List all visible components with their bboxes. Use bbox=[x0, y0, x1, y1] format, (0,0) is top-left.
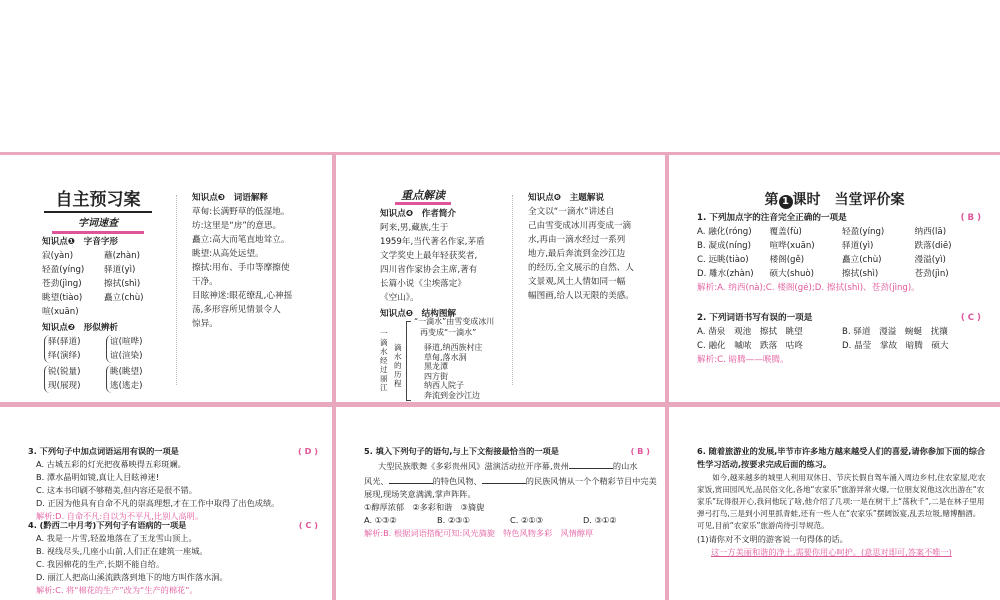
text-line: 长篇小说《尘埃落定》 bbox=[380, 279, 466, 289]
explanation: 解析:A. 纳西(nà);C. 楼阁(gé);D. 擦拭(shì)、苍劲(jìng)。 bbox=[697, 283, 920, 293]
option: B. 驿道 漫溢 蜿蜒 扰攘 bbox=[842, 327, 948, 337]
option: 擦拭(shì) bbox=[842, 269, 879, 279]
text-line: 地方,最后奔流到金沙江边 bbox=[528, 249, 626, 259]
option: 跌落(diē) bbox=[914, 241, 952, 251]
page-title: 自主预习案 bbox=[44, 189, 152, 213]
option: 纳西(lā) bbox=[914, 227, 947, 237]
diagram-left-label: 一滴水经过丽江 bbox=[380, 329, 388, 392]
passage: 如今,越来越多的城里人利用双休日、节庆长假自驾车涌入周边乡村,住农家屋,吃农家饭,赏田园风光,品民俗文化,各地“农家乐”旅游异常火爆,一位朋友说他这次出游在“农家乐”玩得很开心,我问他玩了啥,他介绍了几项:一是在树干上“荡秋千”,二是在林子里用弹弓打鸟,三是到小河里抓青蛙,还有一些人在“农家乐”摆阔饭宴,乱丢垃圾,赌博酗酒。可见,目前“农家乐”旅游尚待引导规范。 bbox=[697, 473, 986, 530]
option: A. 融化(róng) bbox=[697, 227, 752, 237]
question-text: 1. 下列加点字的注音完全正确的一项是 bbox=[697, 213, 847, 223]
text-line: 《空山》。 bbox=[380, 293, 419, 303]
question-text: 5. 填入下列句子的语句,与上下文衔接最恰当的一项是 bbox=[364, 446, 559, 456]
sound-list-left bbox=[42, 249, 84, 305]
diagram-item: 奔流到金沙江边 bbox=[424, 390, 480, 400]
explanation-line: 坊:这里是“房”的意思。 bbox=[192, 221, 282, 231]
diagram-item: 黑龙潭 bbox=[424, 362, 448, 372]
explanation: 解析:C. 暗腾——喉腾。 bbox=[697, 355, 789, 365]
option: D. ③①② bbox=[583, 515, 617, 525]
panel-question-5 bbox=[336, 407, 665, 600]
option: C. 这本书印刷不够精美,但内容还是很不错。 bbox=[36, 485, 197, 495]
answer-line: 这一方美丽和谐的净土,需要你用心呵护。(意思对即可,答案不唯一) bbox=[711, 547, 952, 557]
option: C. 融化 嘁哝 跌落 咕咚 bbox=[697, 341, 803, 351]
option: 苍劲(jìn) bbox=[914, 269, 949, 279]
option: 矗立(chù) bbox=[842, 255, 882, 265]
passage-line bbox=[364, 458, 656, 473]
diagram-item: 四方街 bbox=[424, 371, 448, 381]
knowledge-point-2: 知识点❷ 形似辨析 bbox=[42, 323, 119, 333]
options-row bbox=[697, 225, 987, 239]
panel-key-reading bbox=[336, 155, 665, 402]
pair-item: 逃(逃走) bbox=[110, 381, 143, 391]
text-line: 己由雪变成冰川再变成一滴 bbox=[528, 221, 632, 231]
knowledge-point-6: 知识点❻ 主题解说 bbox=[528, 193, 605, 203]
option: A. 古城五彩的灯光把夜幕映得五彩斑斓。 bbox=[36, 459, 186, 469]
theme-explanation bbox=[528, 205, 658, 303]
explanation-line: 草甸:长满野草的低湿地。 bbox=[192, 207, 290, 217]
pair-group-1 bbox=[42, 335, 81, 363]
author-intro bbox=[380, 221, 520, 305]
sound-list-right bbox=[104, 249, 144, 305]
list-item: 矗立(chù) bbox=[104, 293, 144, 303]
knowledge-point-5: 知识点❺ 结构图解 bbox=[380, 309, 457, 319]
pair-item: 谊(渲染) bbox=[110, 351, 143, 361]
diagram-bracket bbox=[406, 321, 411, 401]
options-row bbox=[364, 514, 656, 527]
option: 漫溢(yì) bbox=[914, 255, 946, 265]
option: 轻盈(yíng) bbox=[842, 227, 885, 237]
panel-questions-3-4 bbox=[0, 407, 332, 600]
question-text: 4. (黔西二中月考)下列句子有语病的一项是 bbox=[28, 520, 187, 530]
text: 的民族风情从一个个精彩节目中完美 bbox=[525, 476, 657, 486]
pair-item: 锐(锐量) bbox=[48, 367, 81, 377]
explanation: 解析:C. 将“棉花的生产”改为“生产的棉花”。 bbox=[36, 585, 198, 595]
list-item: 蘸(zhàn) bbox=[104, 251, 140, 261]
option: D. 丽江人把高山溪流跌落到地下的地方叫作落水洞。 bbox=[36, 572, 228, 582]
text-line: 阿来,男,藏族,生于 bbox=[380, 223, 449, 233]
option: 覆盖(fù) bbox=[769, 227, 802, 237]
list-item: 苍劲(jìng) bbox=[42, 279, 82, 289]
option: B. 凝成(níng) bbox=[697, 241, 751, 251]
text: 风光、 bbox=[364, 476, 389, 486]
text-line: 幅图画,给人以无限的美感。 bbox=[528, 291, 634, 301]
title-prefix: 第 bbox=[764, 192, 779, 208]
answer: ( C ) bbox=[960, 313, 981, 323]
knowledge-point-1: 知识点❶ 字音字形 bbox=[42, 237, 119, 247]
text-line: 水,再由一滴水经过一系列 bbox=[528, 235, 626, 245]
option: 驿道(yì) bbox=[842, 241, 874, 251]
passage-line bbox=[364, 473, 656, 488]
option: 喧哗(xuān) bbox=[769, 241, 815, 251]
pair-item: 现(展现) bbox=[48, 381, 81, 391]
question-text: 2. 下列词语书写有误的一项是 bbox=[697, 313, 813, 323]
answer: ( D ) bbox=[298, 446, 318, 456]
knowledge-point-3: 知识点❸ 词语解释 bbox=[192, 193, 269, 203]
explanation-line: 干净。 bbox=[192, 277, 218, 287]
answer: ( B ) bbox=[630, 446, 650, 456]
question-6 bbox=[697, 445, 987, 559]
diagram-item: 草甸,落水洞 bbox=[424, 352, 467, 362]
option: B. 潭水晶明如镜,真让人目眩神迷! bbox=[36, 472, 160, 482]
explanation: 解析:B. 根据词语搭配可知:风光旖旎 特色风物多彩 风情醇厚 bbox=[364, 528, 594, 538]
section-banner: 字词速查 bbox=[52, 217, 144, 234]
brace bbox=[106, 365, 143, 393]
column-divider bbox=[512, 195, 514, 385]
options-row bbox=[697, 239, 987, 253]
word-explanations bbox=[192, 205, 322, 331]
options-row bbox=[697, 325, 987, 339]
question-text: 6. 随着旅游业的发展,毕节市许多地方越来越受人们的喜爱,请你参加下面的综合性学习活动,按要求完成后面的练习。 bbox=[697, 446, 986, 469]
passage-line: 展现,现场笑意满满,掌声阵阵。 bbox=[364, 489, 476, 499]
diagram-top: “一滴水”由雪变成冰川 bbox=[414, 317, 495, 326]
list-item: 眺望(tiào) bbox=[42, 293, 83, 303]
diagram-top: 再变成“一滴水” bbox=[420, 328, 477, 337]
options-row bbox=[697, 339, 987, 353]
options-row bbox=[697, 267, 987, 281]
section-banner bbox=[380, 189, 466, 204]
pair-group-4 bbox=[104, 365, 143, 393]
option: B. 视线尽头,几座小山前,人们正在建筑一座城。 bbox=[36, 546, 208, 556]
pair-group-2 bbox=[104, 335, 143, 363]
blank bbox=[482, 473, 526, 484]
option: D. 雕水(zhàn) bbox=[697, 269, 754, 279]
panel-question-6 bbox=[669, 407, 1000, 600]
text-line: 文景观,风土人情如同一幅 bbox=[528, 277, 626, 287]
text-line: 的经历,全文展示的自然、人 bbox=[528, 263, 634, 273]
brace bbox=[44, 365, 81, 393]
pair-group-3 bbox=[42, 365, 81, 393]
sub-question: (1)请你对不文明的游客说一句得体的话。 bbox=[697, 534, 848, 544]
choices-line: ①醇厚浓郁 ②多彩和谐 ③旖旎 bbox=[364, 502, 485, 512]
option: D. 正因为他具有自命不凡的崇高理想,才在工作中取得了出色成绩。 bbox=[36, 498, 280, 508]
text: 大型民族歌舞《多彩贵州风》滋演活动拉开序幕,贵州 bbox=[378, 461, 569, 471]
option: C. ②①③ bbox=[510, 515, 543, 525]
diagram-items bbox=[424, 343, 483, 401]
brace bbox=[44, 335, 81, 363]
explanation: 解析:D. 自命不凡:自以为不平凡,比别人高明。 bbox=[36, 511, 204, 521]
option: C. 远眺(tiào) bbox=[697, 255, 749, 265]
option: D. 晶莹 掌故 暗腾 硕大 bbox=[842, 341, 949, 351]
text: 的特色风物、 bbox=[432, 476, 482, 486]
list-item: 喧(xuān) bbox=[42, 307, 79, 317]
column-divider bbox=[176, 195, 178, 385]
panel-preview-words bbox=[0, 155, 332, 402]
banner-text: 重点解读 bbox=[395, 189, 451, 205]
lesson-title bbox=[669, 191, 1000, 209]
explanation-line: 矗立:高大而笔直地耸立。 bbox=[192, 235, 290, 245]
question-1 bbox=[697, 211, 987, 295]
list-item: 擦拭(shì) bbox=[104, 279, 141, 289]
lesson-number-badge: 1 bbox=[779, 195, 793, 209]
text-line: 1959年,当代著名作家,茅盾 bbox=[380, 237, 485, 247]
pair-item: 绎(演绎) bbox=[48, 351, 81, 361]
answer: ( B ) bbox=[960, 213, 981, 223]
option: A. ①③② bbox=[364, 515, 397, 525]
option: 楼阁(gě) bbox=[769, 255, 805, 265]
option: A. 我是一片雪,轻盈地落在了玉龙雪山顶上。 bbox=[36, 533, 197, 543]
diagram-item: 驿道,纳西族村庄 bbox=[424, 343, 483, 352]
explanation-line: 目眩神迷:眼花缭乱,心神摇 bbox=[192, 291, 293, 301]
list-item: 寂(yàn) bbox=[42, 251, 74, 261]
text-line: 文学奖史上最年轻获奖者, bbox=[380, 251, 478, 261]
list-item: 轻盈(yíng) bbox=[42, 265, 85, 275]
text: 的山水 bbox=[612, 461, 638, 471]
knowledge-point-4: 知识点❹ 作者简介 bbox=[380, 209, 457, 219]
explanation-line: 惊异。 bbox=[192, 319, 218, 329]
explanation-line: 眺望:从高处远望。 bbox=[192, 249, 264, 259]
option: A. 凿泉 观池 擦拭 眺望 bbox=[697, 327, 803, 337]
answer: ( C ) bbox=[298, 520, 318, 530]
option: B. ②③① bbox=[437, 515, 470, 525]
question-3 bbox=[28, 445, 324, 523]
diagram-mid-label: 滴水的历程 bbox=[394, 343, 402, 388]
question-4 bbox=[28, 519, 324, 597]
blank bbox=[569, 458, 613, 469]
text-line: 四川省作家协会主席,著有 bbox=[380, 265, 478, 275]
pair-item: 驿(驿道) bbox=[48, 337, 81, 347]
diagram-item: 纳西人院子 bbox=[424, 381, 464, 391]
blank bbox=[389, 473, 433, 484]
title-suffix: 课时 当堂评价案 bbox=[792, 192, 905, 208]
option: 硕大(shuò) bbox=[769, 269, 815, 279]
brace bbox=[106, 335, 143, 363]
question-5 bbox=[364, 445, 656, 540]
pair-item: 谊(喧哗) bbox=[110, 337, 143, 347]
explanation-line: 荡,多形容所见情景令人 bbox=[192, 305, 281, 315]
question-2 bbox=[697, 311, 987, 367]
question-text: 3. 下列句子中加点词语运用有误的一项是 bbox=[28, 446, 179, 456]
options-row bbox=[697, 253, 987, 267]
explanation-line: 擦拭:用布、手巾等摩擦使 bbox=[192, 263, 290, 273]
panel-lesson-evaluation bbox=[669, 155, 1000, 402]
pair-item: 眺(眺望) bbox=[110, 367, 143, 377]
text-line: 全文以“一滴水”讲述自 bbox=[528, 207, 615, 217]
option: C. 我因棉花的生产,长期不能自给。 bbox=[36, 559, 165, 569]
list-item: 驿道(yì) bbox=[104, 265, 136, 275]
